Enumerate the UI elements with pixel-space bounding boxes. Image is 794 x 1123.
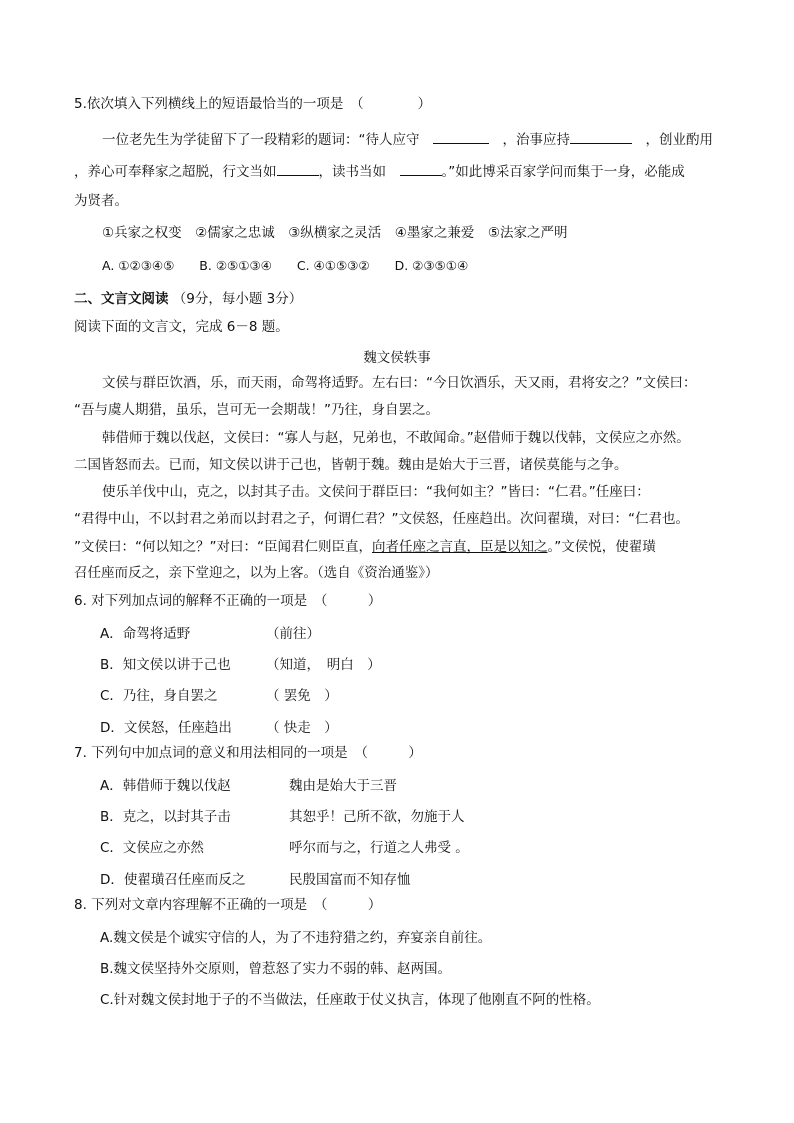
passage-text: ”文侯曰：“何以知之？”对曰：“臣闻君仁则臣直， — [74, 539, 372, 555]
passage-line: 二国皆怒而去。已而，知文侯以讲于己也，皆朝于魏。魏由是始大于三晋，诸侯莫能与之争。 — [74, 457, 628, 473]
q6-option-b: B．知文侯以讲于己也 — [100, 657, 231, 673]
q7-option-b-left: B．克之，以封其子击 — [100, 809, 231, 825]
q6-option-d: D．文侯怒，任座趋出 — [100, 720, 232, 736]
q7-option-a-left: A．韩借师于魏以伐赵 — [100, 778, 231, 794]
q7-option-b-right: 其恕乎！己所不欲，勿施于人 — [289, 809, 465, 825]
passage-line: 使乐羊伐中山，克之，以封其子击。文侯问于群臣曰：“我何如主？”皆曰：“仁君。”任座曰： — [102, 484, 650, 500]
answer-blank — [433, 129, 489, 144]
passage-line: “吾与虞人期猎，虽乐，岂可无一会期哉！”乃往，身自罢之。 — [74, 402, 439, 418]
q7-option-d-left: D．使翟璜召任座而反之 — [100, 872, 246, 888]
q7-option-c-left: C．文侯应之亦然 — [100, 840, 204, 856]
q7-option-a-right: 魏由是始大于三晋 — [289, 778, 397, 794]
q5-stem-line-3: 为贤者。 — [74, 193, 128, 209]
q5-stem-text: 。”如此博采百家学问而集于一身，必能成 — [441, 164, 685, 180]
section-title: 二、文言文阅读 — [74, 291, 169, 307]
q7-option-c-right: 呼尔而与之，行道之人弗受 。 — [289, 840, 469, 856]
q5-stem-text: 一位老先生为学徒留下了一段精彩的题词：“待人应守 — [102, 132, 433, 148]
passage-line: 召任座而反之，亲下堂迎之，以为上客。（选自《资治通鉴》） — [74, 565, 439, 581]
q7-option-d-right: 民殷国富而不知存恤 — [289, 872, 411, 888]
q8-title: 8. 下列对文章内容理解不正确的一项是 （ ） — [74, 897, 382, 913]
passage-title: 魏文侯轶事 — [363, 350, 431, 366]
q6-gloss-a: （前往） — [266, 626, 320, 642]
underlined-sentence: 向者任座之言直，臣是以知之 — [371, 539, 548, 555]
q5-stem-text: ，养心可奉释家之超脱，行文当如 — [74, 164, 277, 180]
passage-line: 韩借师于魏以伐赵，文侯曰：“寡人与赵，兄弟也，不敢闻命。”赵借师于魏以伐韩，文侯应之亦然。 — [102, 430, 690, 446]
passage-text: 。”文侯悦，使翟璜 — [547, 539, 656, 555]
q6-option-c: C．乃往，身自罢之 — [100, 688, 218, 704]
q6-option-a: A．命驾将适野 — [100, 626, 191, 642]
q6-gloss-b: （知道， 明白 ） — [266, 657, 381, 673]
passage-line: “君得中山，不以封君之弟而以封君之子，何谓仁君？”文侯怒，任座趋出。次问翟璜，对曰：“仁君也。 — [74, 511, 689, 527]
q5-items: ①兵家之权变 ②儒家之忠诚 ③纵横家之灵活 ④墨家之兼爱 ⑤法家之严明 — [102, 225, 568, 241]
q5-stem-text: ，治事应持 — [489, 132, 570, 148]
section-heading — [74, 289, 302, 309]
answer-blank — [277, 161, 319, 176]
q5-stem-line-1 — [102, 129, 713, 150]
q6-gloss-d: （ 快走 ） — [266, 720, 338, 736]
q7-title: 7. 下列句中加点词的意义和用法相同的一项是 （ ） — [74, 745, 422, 761]
q8-option-b: B.魏文侯坚持外交原则，曾惹怒了实力不弱的韩、赵两国。 — [100, 961, 452, 977]
q6-title: 6. 对下列加点词的解释不正确的一项是 （ ） — [74, 593, 382, 609]
q6-gloss-c: （ 罢免 ） — [266, 688, 338, 704]
section-note: （9分，每小题 3分） — [172, 291, 303, 307]
answer-blank — [400, 161, 442, 176]
q8-option-a: A.魏文侯是个诚实守信的人，为了不违狩猎之约，弃宴亲自前往。 — [100, 930, 492, 946]
passage-line — [74, 537, 656, 557]
q5-stem-line-2 — [74, 161, 685, 182]
answer-blank — [570, 129, 632, 144]
q5-choices: A. ①②③④⑤ B. ②⑤①③④ C. ④①⑤③② D. ②③⑤①④ — [102, 258, 469, 273]
reading-instruction: 阅读下面的文言文，完成 6－8 题。 — [74, 319, 289, 335]
q5-title: 5.依次填入下列横线上的短语最恰当的一项是 （ ） — [74, 96, 432, 112]
q5-stem-text: ，读书当如 — [318, 164, 400, 180]
q8-option-c: C.针对魏文侯封地于子的不当做法，任座敢于仗义执言，体现了他刚直不阿的性格。 — [100, 992, 600, 1008]
q5-stem-text: ，创业酌用 — [632, 132, 713, 148]
passage-line: 文侯与群臣饮酒，乐，而天雨，命驾将适野。左右曰：“今日饮酒乐，天又雨，君将安之？”文侯曰： — [102, 375, 697, 391]
